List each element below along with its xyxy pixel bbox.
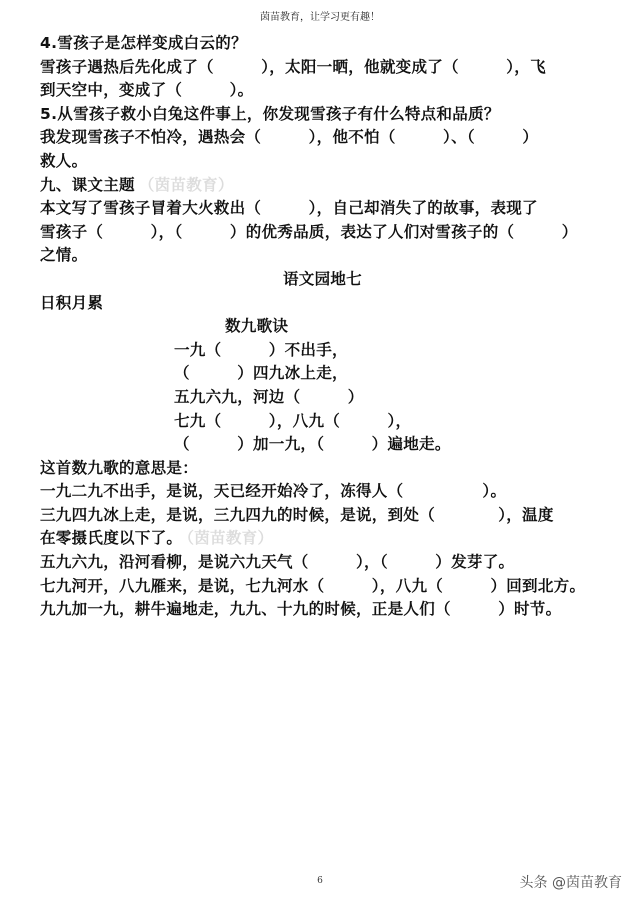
document-body <box>40 32 605 622</box>
poem-line-1: 一九（ ）不出手， <box>174 340 348 359</box>
theme-line-1: 本文写了雪孩子冒着大火救出（ ），自己却消失了的故事，表现了 <box>40 199 538 218</box>
meaning-line-1: 一九二九不出手，是说，天已经开始冷了，冻得人（ ）。 <box>40 482 507 501</box>
meaning-line-6: 九九加一九，耕牛遍地走，九九、十九的时候，正是人们（ ）时节。 <box>40 600 562 619</box>
theme-line-3: 之情。 <box>40 246 88 265</box>
question-5-answer-line-2: 救人。 <box>40 151 88 170</box>
question-4-title: 4.雪孩子是怎样变成白云的？ <box>40 34 247 52</box>
question-4-answer-line-2: 到天空中，变成了（ ）。 <box>40 81 254 100</box>
section-title-yuwen-yuandi: 语文园地七 <box>282 269 362 288</box>
meaning-line-3-text: 在零摄氏度以下了。 <box>40 529 183 548</box>
poem-line-4: 七九（ ），八九（ ）， <box>174 411 412 430</box>
theme-line-2: 雪孩子（ ），（ ）的优秀品质，表达了人们对雪孩子的（ ） <box>40 222 578 241</box>
poem-line-5: （ ）加一九，（ ）遍地走。 <box>174 435 451 454</box>
source-credit: 头条 @茵苗教育 <box>519 875 622 891</box>
meaning-line-4: 五九六九，沿河看柳，是说六九天气（ ），（ ）发芽了。 <box>40 553 515 572</box>
meaning-intro: 这首数九歌的意思是： <box>40 458 199 477</box>
section-9-title: 九、课文主题 <box>40 175 135 194</box>
watermark-text: （茵苗教育） <box>138 175 234 194</box>
meaning-line-2: 三九四九冰上走，是说，三九四九的时候，是说，到处（ ），温度 <box>40 505 554 524</box>
subsection-riji-yuelei: 日积月累 <box>40 293 104 312</box>
section-9-heading <box>40 174 605 198</box>
poem-line-2: （ ）四九冰上走， <box>174 364 348 383</box>
poem-title: 数九歌诀 <box>225 317 289 336</box>
watermark-text: （茵苗教育） <box>186 529 274 548</box>
meaning-line-3 <box>40 527 605 551</box>
question-4-answer-line-1: 雪孩子遇热后先化成了（ ），太阳一晒，他就变成了（ ），飞 <box>40 57 546 76</box>
question-5-answer-line-1: 我发现雪孩子不怕冷，遇热会（ ），他不怕（ ）、（ ） <box>40 128 539 147</box>
poem-line-3: 五九六九，河边（ ） <box>174 387 364 406</box>
page-header: 茵苗教育，让学习更有趣！ <box>260 12 380 23</box>
question-5-title: 5.从雪孩子救小白兔这件事上，你发现雪孩子有什么特点和品质？ <box>40 104 500 123</box>
page-number: 6 <box>317 876 323 886</box>
meaning-line-5: 七九河开，八九雁来，是说，七九河水（ ），八九（ ）回到北方。 <box>40 576 586 595</box>
